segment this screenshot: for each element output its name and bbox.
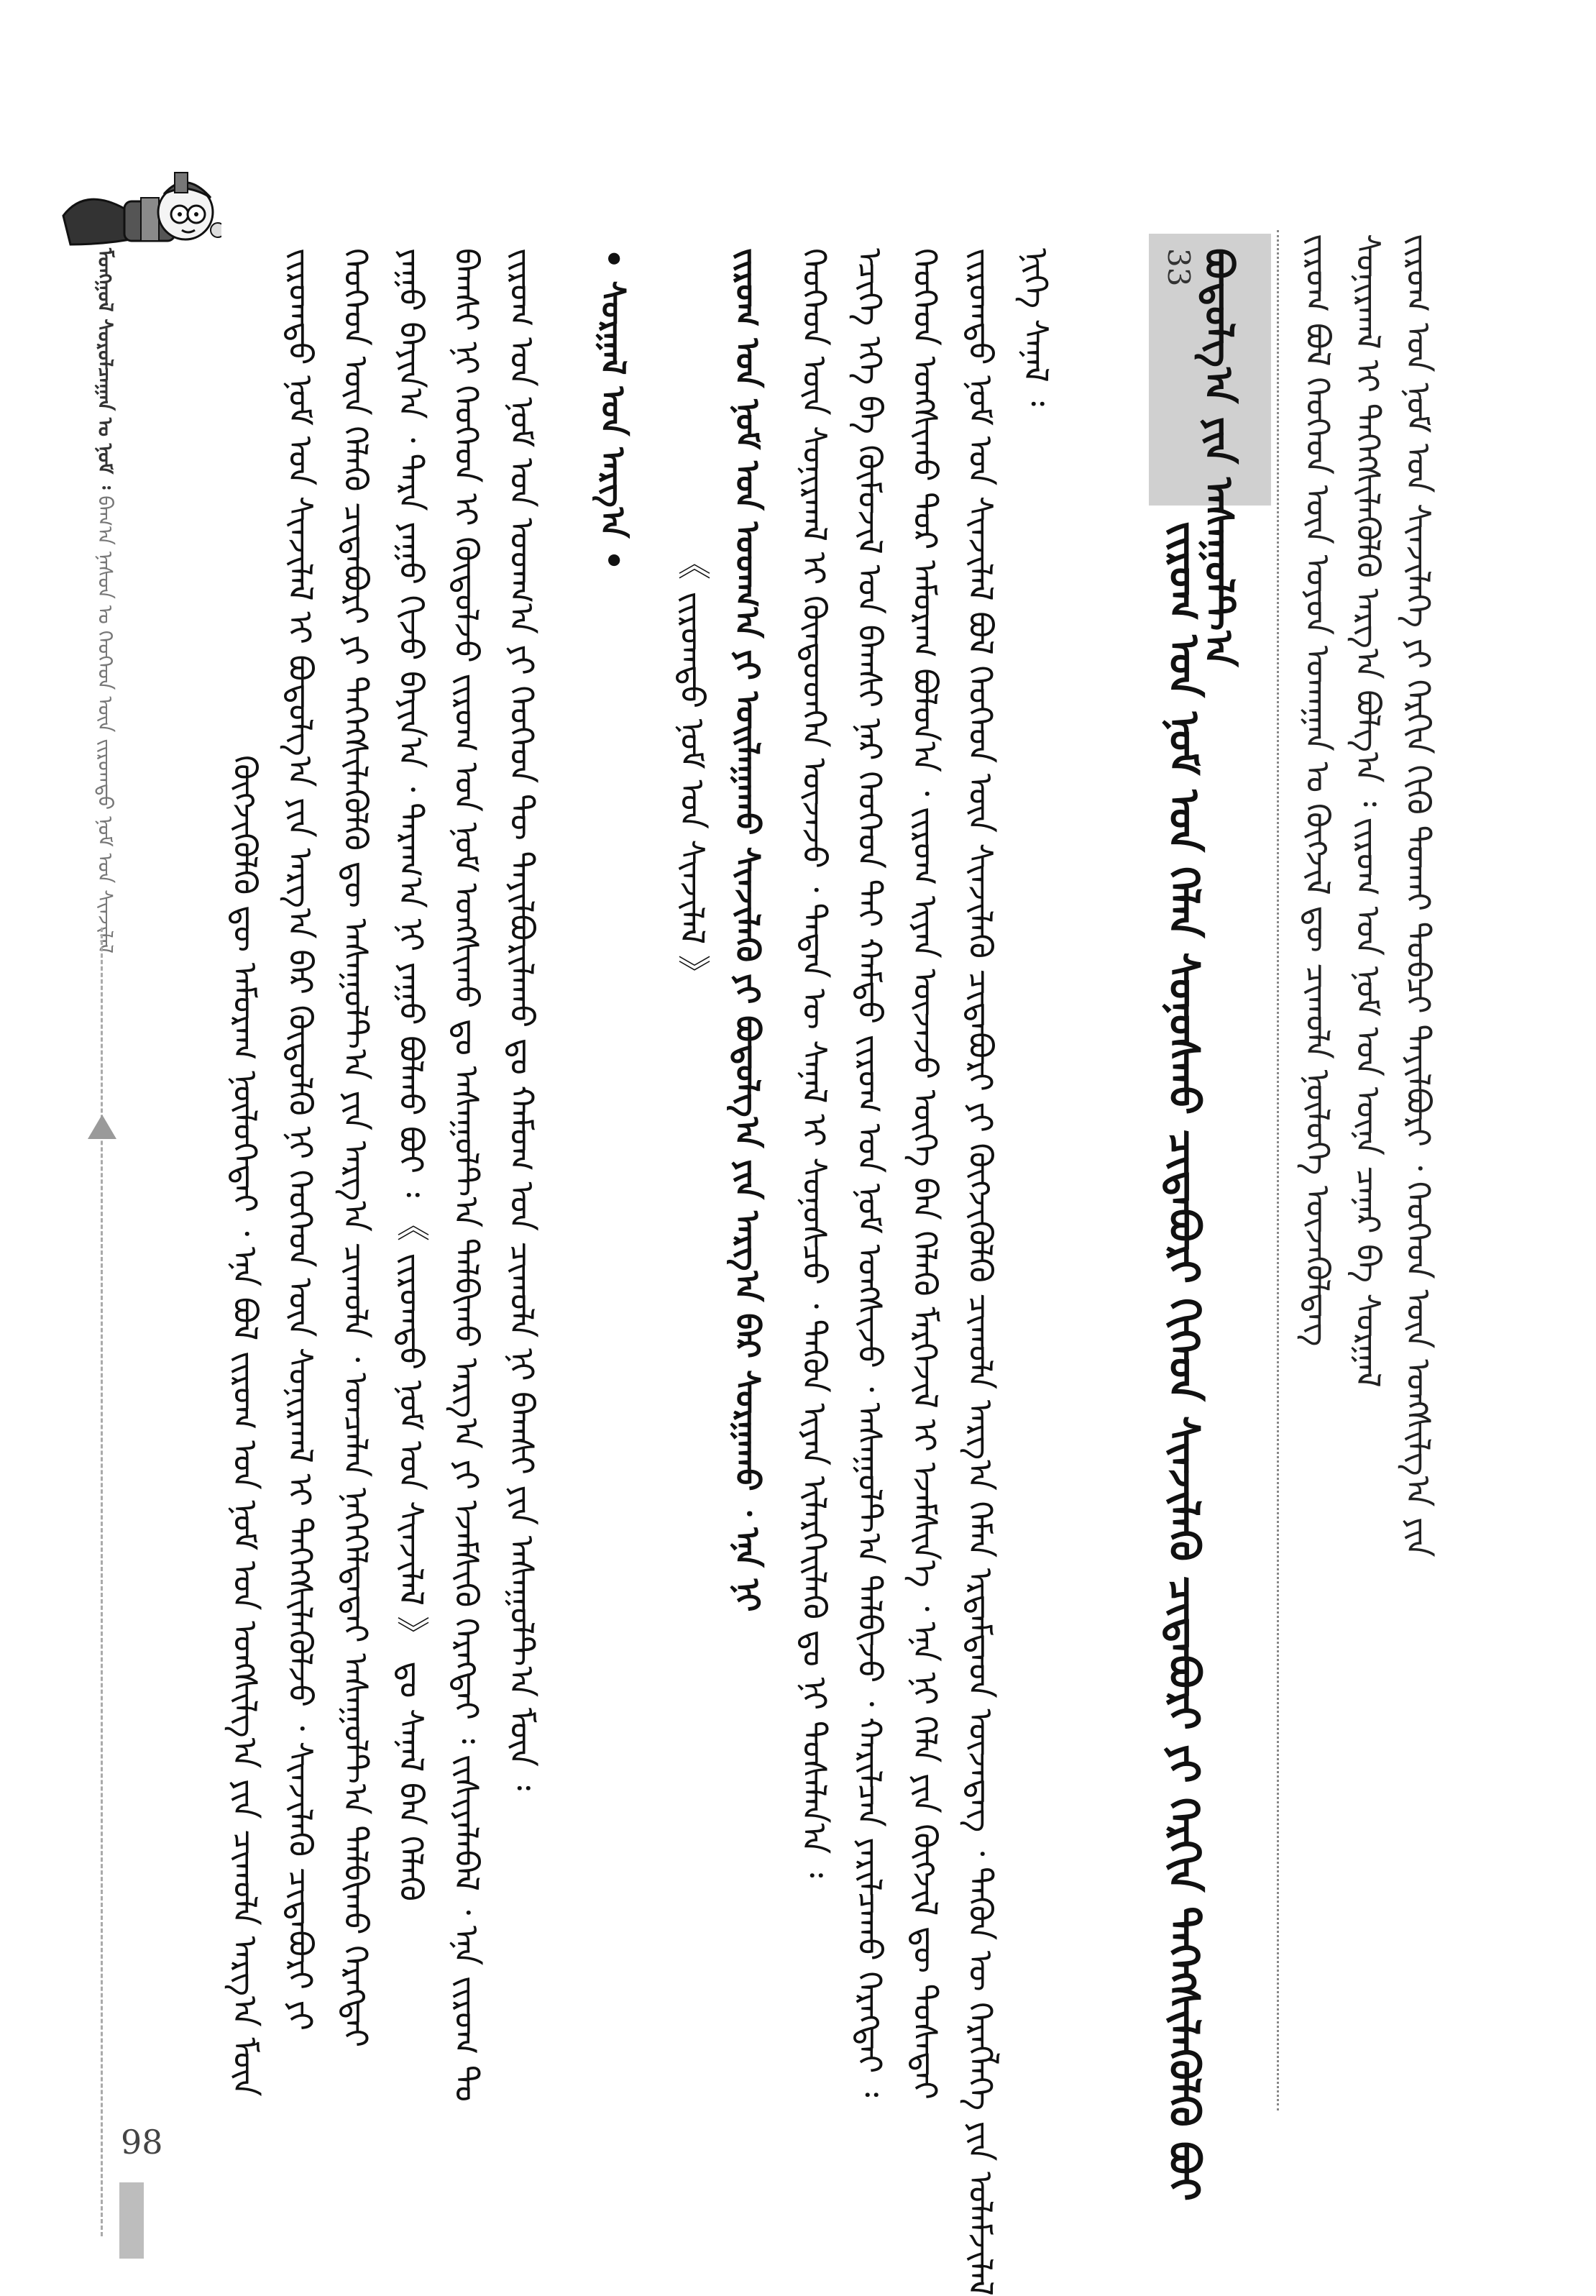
body-line-4: ᠬᠡᠦᠬᠡᠳ ᠦᠨ ᠬᠡᠯᠡᠬᠦ ᠴᠢᠳᠠᠪᠤᠷᠢ ᠶᠢ ᠳᠡᠭᠡᠭᠰᠢᠯᠡᠭᠦᠯᠬᠦ ᠳᠦ ᠠᠰᠠᠭᠤᠯᠲ᠎ᠠ ᠶᠢᠨ ᠠᠷᠭ᠎ᠠ ᠴᠢᠬᠤᠯᠠ ᠂ ᠣᠨᠴᠠᠯᠠᠨ ᠨᠡᠭᠡᠭᠡᠯᠲᠡᠲᠡᠢ ᠠᠰᠠᠭᠤᠯᠲ᠎ᠠ ᠲᠠᠯᠪᠢᠬᠤ ᠬᠡᠷᠡᠭᠲᠡᠢ [336, 248, 375, 2048]
triangle-marker-icon [88, 1115, 116, 1139]
running-head-title: ᠪᠠᠭ᠎ᠠ ᠨᠠᠰᠤᠨ ᠤ ᠬᠡᠦᠬᠡᠳ ᠦᠨ ᠵᠢᠷᠤᠭᠲᠤ ᠨᠣᠮ ᠤᠨ ᠰᠢᠨᠵᠢᠯᠡᠯ [93, 495, 117, 953]
body-line-3: ᠶᠠᠭᠤ ᠪᠠᠶᠢᠨ᠎ᠠ ᠂ ᠲᠡᠷᠡ ᠶᠠᠭᠤ ᠬᠢᠵᠤ ᠪᠠᠶᠢᠨ᠎ᠠ ᠂ ᠳᠠᠷᠠᠭ᠎ᠠ ᠨᠢ ᠶᠠᠭᠤ ᠪᠣᠯᠬᠤ ᠪᠤᠢ ᠄ 《 ᠵᠢᠷᠤᠭᠲᠤ ᠨᠣᠮ ᠤᠨ ᠰᠢᠨᠵᠢᠯᠡᠯ 》 ᠳᠤ ᠰᠠᠨᠠᠯ ᠪᠠᠨ ᠬᠡᠯᠡᠬᠦ [392, 248, 431, 1902]
bold-line: ᠵᠢᠷᠤᠭ ᠤᠨ ᠨᠣᠮ ᠤᠨ ᠤᠳᠬ᠎ᠠ ᠶᠢ ᠣᠢᠯᠠᠭᠠᠬᠤ ᠰᠢᠨᠵᠢᠯᠡᠬᠦ ᠶᠢ ᠪᠣᠳᠤᠯᠭ᠎ᠠ ᠶᠢᠨ ᠠᠷᠭ᠎ᠠ ᠪᠠᠷ ᠰᠤᠷᠭᠠᠬᠤ ᠂ ᠡᠨᠡ ᠨᠢ [728, 248, 767, 1612]
top-line-1: ᠵᠢᠷᠤᠭ ᠤᠨ ᠨᠣᠮ ᠤᠨ ᠰᠢᠨᠵᠢᠯᠡᠭᠡ ᠶᠢ ᠬᠡᠷᠬᠢᠨ ᠬᠢᠬᠦ ᠲᠤᠬᠠᠢ ᠲᠣᠪᠴᠢ ᠲᠠᠶᠢᠯᠪᠤᠷᠢ ᠂ ᠬᠡᠦᠬᠡᠳ ᠦᠨ ᠤᠩᠰᠢᠯᠭ᠎ᠠ ᠶᠢᠨ [1399, 234, 1438, 1558]
page-number: 98 [121, 2123, 163, 2162]
sub-heading: • ᠰᠤᠷᠭᠠᠯ ᠤᠨ ᠠᠷᠭ᠎ᠠ • [594, 248, 633, 571]
body-line-2: ᠪᠠᠭᠰᠢ ᠨᠢ ᠬᠡᠦᠬᠡᠳ ᠢ ᠬᠥᠲᠦᠯᠵᠦ ᠵᠢᠷᠤᠭ ᠤᠨ ᠨᠣᠮ ᠤᠩᠰᠢᠬᠤ ᠳᠤ ᠠᠰᠠᠭᠤᠯᠲ᠎ᠠ ᠲᠠᠯᠪᠢᠬᠤ ᠠᠷᠭ᠎ᠠ ᠶᠢ ᠡᠵᠡᠮᠰᠢᠬᠦ ᠬᠡᠷᠡᠭᠲᠡᠢ ᠄ ᠵᠢᠱᠢᠶᠡᠯᠡᠪᠡᠯ ᠂ ᠡᠨᠡ ᠵᠢᠷᠤᠭ ᠲᠤ [447, 248, 486, 2102]
intro-line-4: ᠡᠴᠢᠭᠡ ᠡᠬᠡ ᠪᠠ ᠬᠦᠮᠦᠵᠢᠯ ᠤᠨ ᠪᠠᠭᠰᠢ ᠨᠠᠷ ᠬᠡᠦᠬᠡᠳ ᠲᠡᠢ ᠬᠠᠮᠲᠤ ᠵᠢᠷᠤᠭ ᠤᠨ ᠨᠣᠮ ᠤᠩᠰᠢᠵᠤ ᠂ ᠠᠰᠠᠭᠤᠯᠲ᠎ᠠ ᠲᠠᠯᠪᠢᠵᠤ ᠂ ᠬᠠᠷᠢᠯᠴᠠᠨ ᠶᠠᠷᠢᠯᠴᠠᠬᠤ ᠬᠡᠷᠡᠭᠲᠡᠢ ᠄ [850, 248, 889, 2098]
body-line-6: ᠬᠥᠭᠵᠢᠭᠦᠯᠬᠦ ᠳᠦ ᠠᠮᠤᠷᠠᠭ ᠨᠥᠯᠦᠭᠡᠲᠡᠢ ᠂ ᠡᠨᠡ ᠪᠣᠯ ᠵᠢᠷᠤᠭ ᠤᠨ ᠨᠣᠮ ᠤᠨ ᠤᠩᠰᠢᠯᠭ᠎ᠠ ᠶᠢᠨ ᠴᠢᠬᠤᠯᠠ ᠠᠷᠭ᠎ᠠ ᠮᠥᠨ [226, 755, 265, 2097]
top-line-2: ᠰᠣᠨᠢᠷᠬᠠᠯ ᠢ ᠳᠡᠭᠡᠭᠰᠢᠯᠡᠭᠦᠯᠬᠦ ᠠᠷᠭ᠎ᠠ ᠪᠣᠯᠭ᠎ᠠ ᠄ ᠵᠢᠷᠤᠭ ᠤᠨ ᠨᠣᠮ ᠤᠨ ᠦᠨᠡ ᠴᠡᠨᠡᠷ ᠪᠠ ᠰᠤᠷᠭᠠᠯ [1349, 234, 1388, 1388]
section-number: 33 [1161, 248, 1196, 287]
boy-mascot-illustration [56, 129, 221, 273]
section-label: ᠪᠣᠳᠣᠯᠭ᠎ᠠ ᠶᠢᠨ ᠠᠰᠠᠭᠤᠯᠲ᠎ᠠ [1196, 248, 1242, 667]
running-head [88, 248, 123, 953]
quote-line: 《 ᠵᠢᠷᠤᠭᠲᠤ ᠨᠣᠮ ᠤᠨ ᠰᠢᠨᠵᠢᠯᠡᠯ 》 [673, 546, 712, 989]
body-line-5: ᠵᠢᠷᠤᠭᠲᠤ ᠨᠣᠮ ᠤᠨ ᠰᠢᠨᠵᠢᠯᠡᠯ ᠢ ᠪᠣᠳᠤᠯᠭ᠎ᠠ ᠶᠢᠨ ᠠᠷᠭ᠎ᠠ ᠪᠠᠷ ᠬᠥᠲᠦᠯᠬᠦ ᠨᠢ ᠬᠡᠦᠬᠡᠳ ᠦᠨ ᠰᠣᠨᠢᠷᠬᠠᠯ ᠢ ᠳᠡᠭᠡᠭᠰᠢᠯᠡᠭᠦᠯᠵᠦ ᠂ ᠰᠢᠨᠵᠢᠯᠡᠬᠦ ᠴᠢᠳᠠᠪᠤᠷᠢ ᠶᠢ [281, 248, 320, 2031]
running-head-brand: ᠮᠣᠩᠭᠣᠯ ᠰᠤᠷᠤᠯᠴᠠᠭᠠᠨ ᠤ ᠨᠣᠮ ᠄ [93, 248, 117, 490]
page-number-bar [119, 2182, 144, 2259]
top-line-3: ᠵᠢᠷᠤᠭ ᠪᠣᠯ ᠬᠡᠦᠬᠡᠳ ᠦᠨ ᠤᠶᠤᠨ ᠤᠬᠠᠭᠠᠨ ᠤ ᠬᠥᠭᠵᠢᠯ ᠳᠦ ᠴᠢᠬᠤᠯᠠ ᠨᠥᠯᠦᠭᠡ ᠦᠵᠡᠭᠦᠯᠳᠡᠭ [1298, 234, 1337, 1347]
body-line-1: ᠵᠢᠷᠤᠭ ᠤᠨ ᠨᠣᠮ ᠤᠨ ᠤᠳᠬ᠎ᠠ ᠶᠢ ᠬᠡᠦᠬᠡᠳ ᠲᠦ ᠲᠠᠶᠢᠯᠪᠤᠷᠢᠯᠠᠬᠤ ᠳᠤ ᠬᠠᠮᠤᠭ ᠤᠨ ᠴᠢᠬᠤᠯᠠ ᠨᠢ ᠪᠠᠭᠰᠢ ᠶᠢᠨ ᠠᠰᠠᠭᠤᠯᠲ᠎ᠠ ᠮᠥᠨ ᠄ [503, 248, 541, 1791]
intro-line-3: ᠬᠡᠦᠬᠡᠳ ᠤᠩᠰᠢᠬᠤ ᠳᠤᠷ ᠠᠮᠤᠷᠠᠭ ᠪᠣᠯᠤᠨ᠎ᠠ ᠂ ᠵᠢᠷᠤᠭ ᠢᠶᠠᠨ ᠦᠵᠡᠵᠦ ᠦᠭᠡ ᠪᠡᠨ ᠬᠡᠯᠡᠬᠦ ᠮᠡᠷᠭᠡᠵᠢᠯ ᠢ ᠡᠵᠡᠮᠰᠢᠨ᠎ᠡ ᠂ ᠡᠨᠡ ᠨᠢ ᠬᠡᠯᠡ ᠶᠢᠨ ᠬᠥᠭᠵᠢᠯ ᠳᠦ ᠲᠤᠰᠠᠲᠠᠢ [906, 248, 945, 2100]
intro-line-1: ᠨᠢᠭᠡ ᠰᠠᠨᠠᠯ ᠄ [1017, 248, 1055, 406]
section-header-box [1149, 234, 1271, 667]
intro-line-5: ᠬᠡᠦᠬᠡᠳ ᠦᠨ ᠰᠣᠨᠢᠷᠬᠠᠯ ᠢ ᠬᠦᠨᠳᠦᠳᠬᠡᠨ ᠦᠵᠡᠵᠦ ᠂ ᠲᠡᠳᠡᠨ ᠦ ᠰᠠᠨᠠᠯ ᠢ ᠰᠣᠨᠤᠰᠴᠤ ᠂ ᠲᠡᠭᠦᠨ ᠢᠶᠡᠨ ᠢᠯᠡᠷᠬᠡᠢᠯᠡᠬᠦ ᠳᠤ ᠨᠢ ᠲᠤᠰᠠᠯᠠᠨ᠎ᠠ ᠄ [795, 248, 834, 1878]
page-heading: ᠵᠢᠷᠤᠭ ᠤᠨ ᠨᠣᠮ ᠤᠨ ᠬᠡᠯᠡᠨ ᠰᠣᠨᠤᠰᠬᠤ ᠴᠢᠳᠠᠪᠤᠷᠢ ᠬᠢᠭᠡᠳ ᠰᠢᠨᠵᠢᠯᠡᠬᠦ ᠴᠢᠳᠠᠪᠤᠷᠢ ᠶᠢ ᠬᠡᠷᠬᠢᠨ ᠳᠡᠭᠡᠭᠰᠢᠯᠡᠭᠦᠯᠬᠦ ᠪᠤᠢ [1160, 521, 1209, 2202]
intro-line-2: ᠵᠢᠷᠤᠭᠲᠤ ᠨᠣᠮ ᠤᠨ ᠰᠢᠨᠵᠢᠯᠡᠯ ᠪᠣᠯ ᠬᠡᠦᠬᠡᠳ ᠦᠨ ᠰᠢᠨᠵᠢᠯᠡᠬᠦ ᠴᠢᠳᠠᠪᠤᠷᠢ ᠶᠢ ᠬᠥᠭᠵᠢᠭᠦᠯᠬᠦ ᠴᠢᠬᠤᠯᠠ ᠠᠷᠭ᠎ᠠ ᠬᠡᠮᠡᠨ ᠡᠷᠳᠡᠮᠲᠡᠳ ᠦᠵᠡᠳᠡᠭ ᠂ ᠲᠡᠭᠦᠨ ᠦ ᠬᠡᠷᠡᠭᠯᠡᠭᠡ ᠶᠢᠨ ᠤᠯᠠᠮᠵᠢᠯᠠᠯ [961, 248, 1000, 2296]
section-divider [1277, 230, 1279, 2110]
